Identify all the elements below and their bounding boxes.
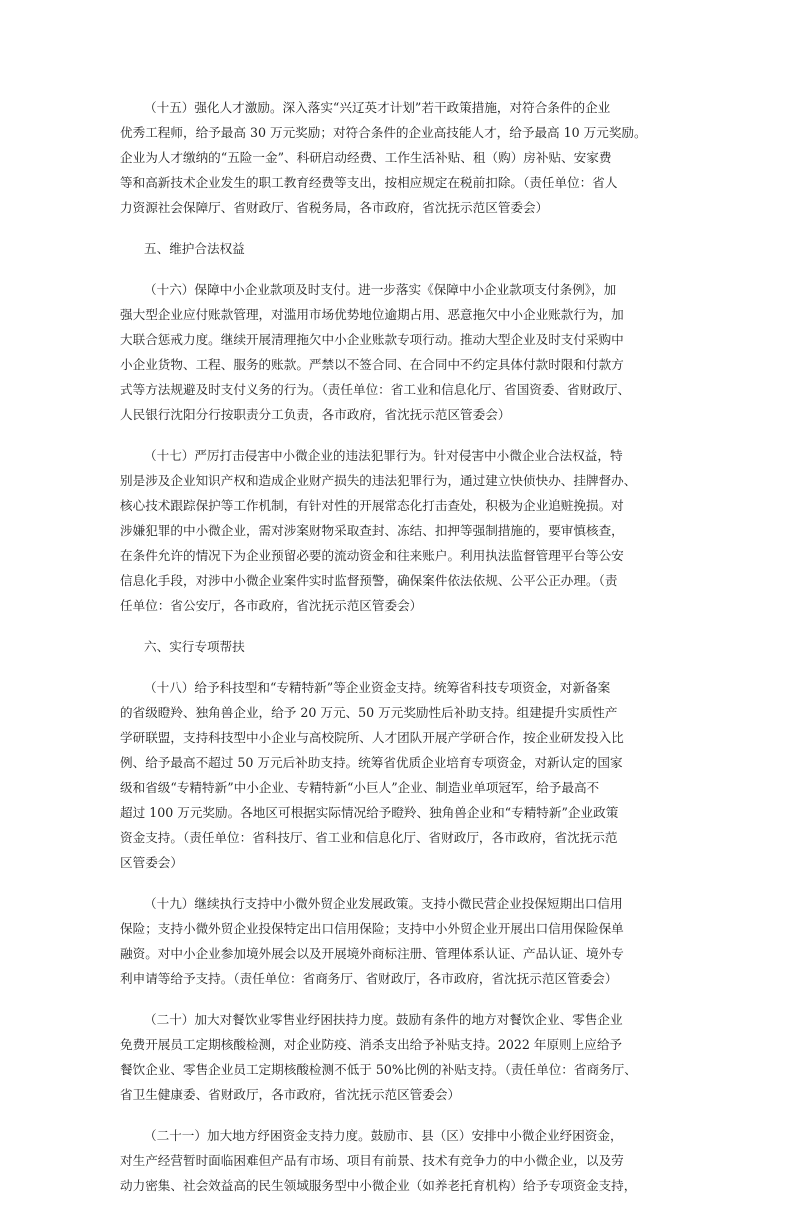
text-line: 涉嫌犯罪的中小微企业，需对涉案财物采取查封、冻结、扣押等强制措施的，要审慎核查， bbox=[120, 523, 624, 538]
text-line: （十八）给予科技型和“专精特新”等企业资金支持。统筹省科技专项资金，对新备案 bbox=[144, 680, 611, 695]
text-line: 的省级瞪羚、独角兽企业，给予 20 万元、50 万元奖励性后补助支持。组建提升实质性产 bbox=[120, 705, 618, 720]
text-line: 力资源社会保障厅、省财政厅、省税务局，各市政府，省沈抚示范区管委会） bbox=[120, 200, 549, 215]
section-heading bbox=[120, 236, 682, 261]
text-line: （十六）保障中小企业款项及时支付。进一步落实《保障中小企业款项支付条例》，加 bbox=[144, 282, 617, 297]
text-line: 超过 100 万元奖励。各地区可根据实际情况给予瞪羚、独角兽企业和“专精特新”企业政策 bbox=[120, 805, 619, 820]
section-heading bbox=[120, 634, 682, 659]
paragraph bbox=[120, 891, 682, 991]
text-line: 任单位：省公安厅，各市政府，省沈抚示范区管委会） bbox=[120, 598, 423, 613]
text-line: 式等方法规避及时支付义务的行为。（责任单位：省工业和信息化厅、省国资委、省财政厅、 bbox=[120, 382, 631, 397]
text-line: （十九）继续执行支持中小微外贸企业发展政策。支持小微民营企业投保短期出口信用 bbox=[144, 896, 623, 911]
text-line: 对生产经营暂时面临困难但产品有市场、项目有前景、技术有竞争力的中小微企业，以及劳 bbox=[120, 1153, 624, 1168]
text-line: （二十一）加大地方纾困资金支持力度。鼓励市、县（区）安排中小微企业纾困资金， bbox=[144, 1128, 623, 1143]
text-line: 六、实行专项帮扶 bbox=[144, 639, 245, 654]
text-line: 省卫生健康委、省财政厅，各市政府，省沈抚示范区管委会） bbox=[120, 1087, 461, 1102]
text-line: 企业为人才缴纳的“五险一金”、科研启动经费、工作生活补贴、租（购）房补贴、安家费 bbox=[120, 150, 612, 165]
text-line: 资金支持。（责任单位：省科技厅、省工业和信息化厅、省财政厅，各市政府，省沈抚示范 bbox=[120, 830, 618, 845]
text-line: 等和高新技术企业发生的职工教育经费等支出，按相应规定在税前扣除。（责任单位：省人 bbox=[120, 175, 618, 190]
text-line: 在条件允许的情况下为企业预留必要的流动资金和往来账户。利用执法监督管理平台等公安 bbox=[120, 548, 624, 563]
text-line: 优秀工程师，给予最高 30 万元奖励；对符合条件的企业高技能人才，给予最高 10 万元奖励。 bbox=[120, 125, 647, 140]
text-line: （十五）强化人才激励。深入落实“兴辽英才计划”若干政策措施，对符合条件的企业 bbox=[144, 100, 611, 115]
paragraph bbox=[120, 277, 682, 427]
text-line: 级和省级“专精特新”中小企业、专精特新“小巨人”企业、制造业单项冠军，给予最高不 bbox=[120, 780, 600, 795]
paragraph bbox=[120, 1123, 682, 1198]
text-line: 强大型企业应付账款管理，对滥用市场优势地位逾期占用、恶意拖欠中小企业账款行为，加 bbox=[120, 307, 624, 322]
text-line: 大联合惩戒力度。继续开展清理拖欠中小企业账款专项行动。推动大型企业及时支付采购中 bbox=[120, 332, 624, 347]
text-line: 区管委会） bbox=[120, 855, 183, 870]
text-line: 人民银行沈阳分行按职责分工负责，各市政府，省沈抚示范区管委会） bbox=[120, 407, 511, 422]
text-line: 核心技术跟踪保护等工作机制，有针对性的开展常态化打击查处，积极为企业追赃挽损。对 bbox=[120, 498, 624, 513]
paragraph bbox=[120, 675, 682, 875]
text-line: 免费开展员工定期核酸检测，对企业防疫、消杀支出给予补贴支持。2022 年原则上应给予 bbox=[120, 1037, 623, 1052]
text-line: 学研联盟，支持科技型中小企业与高校院所、人才团队开展产学研合作，按企业研发投入比 bbox=[120, 730, 624, 745]
text-line: 融资。对中小企业参加境外展会以及开展境外商标注册、管理体系认证、产品认证、境外专 bbox=[120, 946, 624, 961]
document-page bbox=[120, 95, 682, 1214]
paragraph bbox=[120, 1007, 682, 1107]
text-line: （十七）严厉打击侵害中小微企业的违法犯罪行为。针对侵害中小微企业合法权益，特 bbox=[144, 448, 623, 463]
paragraph bbox=[120, 443, 682, 618]
text-line: 保险；支持小微外贸企业投保特定出口信用保险；支持中小外贸企业开展出口信用保险保单 bbox=[120, 921, 624, 936]
text-line: （二十）加大对餐饮业零售业纾困扶持力度。鼓励有条件的地方对餐饮企业、零售企业 bbox=[144, 1012, 623, 1027]
paragraph bbox=[120, 95, 682, 220]
text-line: 五、维护合法权益 bbox=[144, 241, 245, 256]
text-line: 动力密集、社会效益高的民生领域服务型中小微企业（如养老托育机构）给予专项资金支持， bbox=[120, 1178, 637, 1193]
text-line: 别是涉及企业知识产权和造成企业财产损失的违法犯罪行为，通过建立快侦快办、挂牌督办、 bbox=[120, 473, 637, 488]
text-line: 利申请等给予支持。（责任单位：省商务厅、省财政厅，各市政府，省沈抚示范区管委会） bbox=[120, 971, 618, 986]
text-line: 小企业货物、工程、服务的账款。严禁以不签合同、在合同中不约定具体付款时限和付款方 bbox=[120, 357, 624, 372]
text-line: 信息化手段，对涉中小微企业案件实时监督预警，确保案件依法依规、公平公正办理。（责 bbox=[120, 573, 618, 588]
text-line: 餐饮企业、零售企业员工定期核酸检测不低于 50%比例的补贴支持。（责任单位：省商务厅、 bbox=[120, 1062, 637, 1077]
text-line: 例、给予最高不超过 50 万元后补助支持。统筹省优质企业培育专项资金，对新认定的国家 bbox=[120, 755, 623, 770]
